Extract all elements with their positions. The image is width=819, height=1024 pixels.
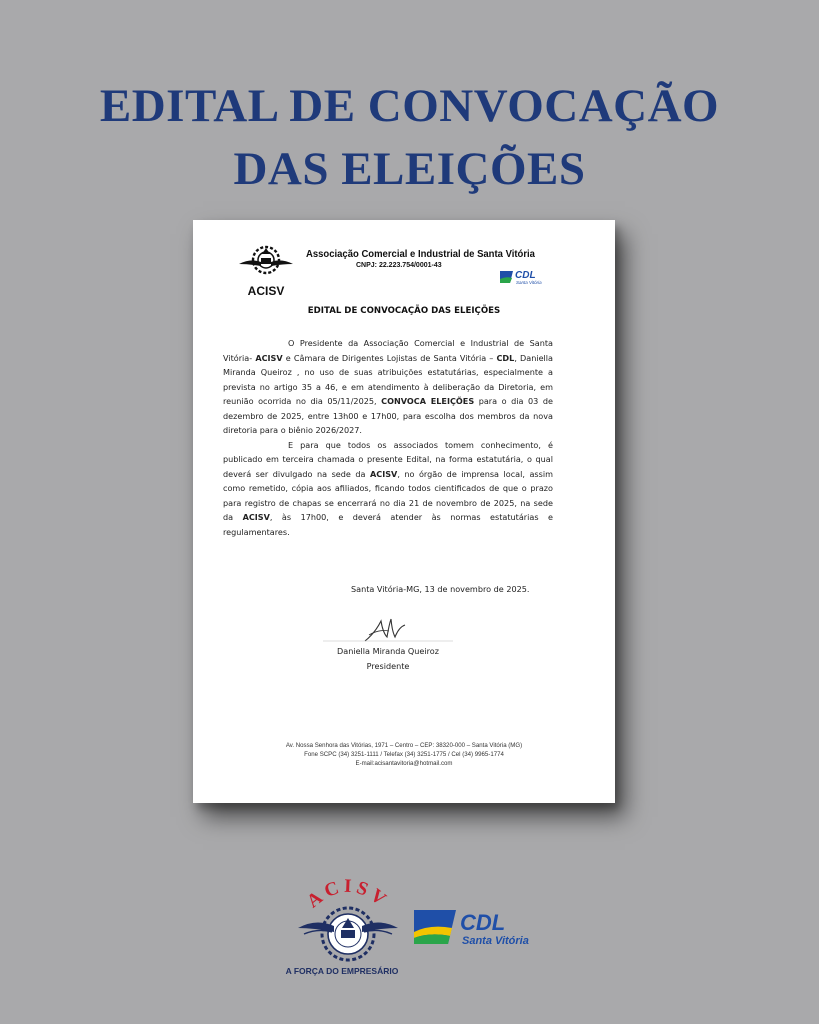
footer-phones: Fone SCPC (34) 3251-1111 / Telefax (34) 3251-1775 / Cel (34) 9965-1774 [304, 751, 504, 758]
text-run: O Presidente da Associação Comercial e Industrial de Santa Vitória- [223, 338, 553, 363]
paragraph-1 [223, 336, 553, 438]
letterhead-cnpj: CNPJ: 22.223.754/0001-43 [356, 262, 442, 269]
text-run: , Daniella Miranda Queiroz , no uso de suas atribuições estatutárias, especialmente a prevista no artigo 35 a 46, e em atendimento à deliberação da Diretoria, em reunião ocorrida no dia 05/11/2025, [223, 352, 554, 406]
cdl-logo-city: Santa Vitória [462, 935, 529, 947]
bold-acisv: ACISV [370, 468, 398, 479]
text-run: para o dia 03 de dezembro de 2025, entre 13h00 e 17h00, para escolha dos membros da nova diretoria para o biênio 2026/2027. [223, 396, 553, 435]
cdl-letterhead-text: CDL [515, 270, 536, 281]
signer-role: Presidente [366, 661, 410, 671]
place-date: Santa Vitória-MG, 13 de novembro de 2025. [351, 584, 530, 594]
cdl-letterhead-sub: Santa Vitória [516, 280, 542, 285]
acisv-letterhead-logo-text: ACISV [247, 284, 285, 298]
cdl-logo-name: CDL [460, 910, 506, 935]
letterhead-org-name: Associação Comercial e Industrial de Santa Vitória [306, 249, 535, 260]
footer-email: E-mail:acisantavitoria@hotmail.com [355, 760, 453, 767]
page-headline-line-1: EDITAL DE CONVOCAÇÃO [99, 80, 720, 132]
acisv-logo-name: ACISV [303, 876, 393, 913]
cdl-letterhead-logo [499, 267, 553, 287]
bold-convoca: CONVOCA ELEIÇÕES [381, 396, 475, 406]
footer-address: Av. Nossa Senhora das Vitórias, 1971 – Centro – CEP: 38320-000 – Santa Vitória (MG) [285, 742, 523, 749]
paragraph-2 [223, 438, 553, 540]
document-body [223, 336, 553, 539]
signature-line [323, 640, 453, 642]
edital-document [193, 220, 615, 803]
document-footer [193, 741, 615, 768]
text-run: e Câmara de Dirigentes Lojistas de Santa Vitória – [282, 352, 497, 363]
bold-cdl: CDL [496, 352, 515, 363]
page-headline-line-2: DAS ELEIÇÕES [233, 143, 586, 195]
text-run: , no órgão de imprensa local, assim como remetido, cópia aos afiliados, ficando todos cientificados de que o prazo para registro de chapas se encerrará no dia 21 de novembro de 2025, na sede da [223, 468, 553, 522]
acisv-logo-arc-text [303, 876, 393, 912]
document-title: EDITAL DE CONVOCAÇÃO DAS ELEIÇÕES [307, 306, 501, 316]
cdl-logo [412, 908, 538, 948]
acisv-letterhead-logo [237, 240, 295, 300]
text-run: E para que todos os associados tomem conhecimento, é publicado em terceira chamada o presente Edital, na forma estatutária, o qual deverá ser divulgado na sede da [223, 439, 553, 479]
bold-acisv: ACISV [242, 512, 270, 522]
acisv-tagline: A FORÇA DO EMPRESÁRIO [285, 966, 399, 976]
bold-acisv: ACISV [255, 352, 283, 363]
signer-name: Daniella Miranda Queiroz [337, 646, 439, 656]
text-run: , às 17h00, e deverá atender às normas estatutárias e regulamentares. [223, 512, 553, 537]
